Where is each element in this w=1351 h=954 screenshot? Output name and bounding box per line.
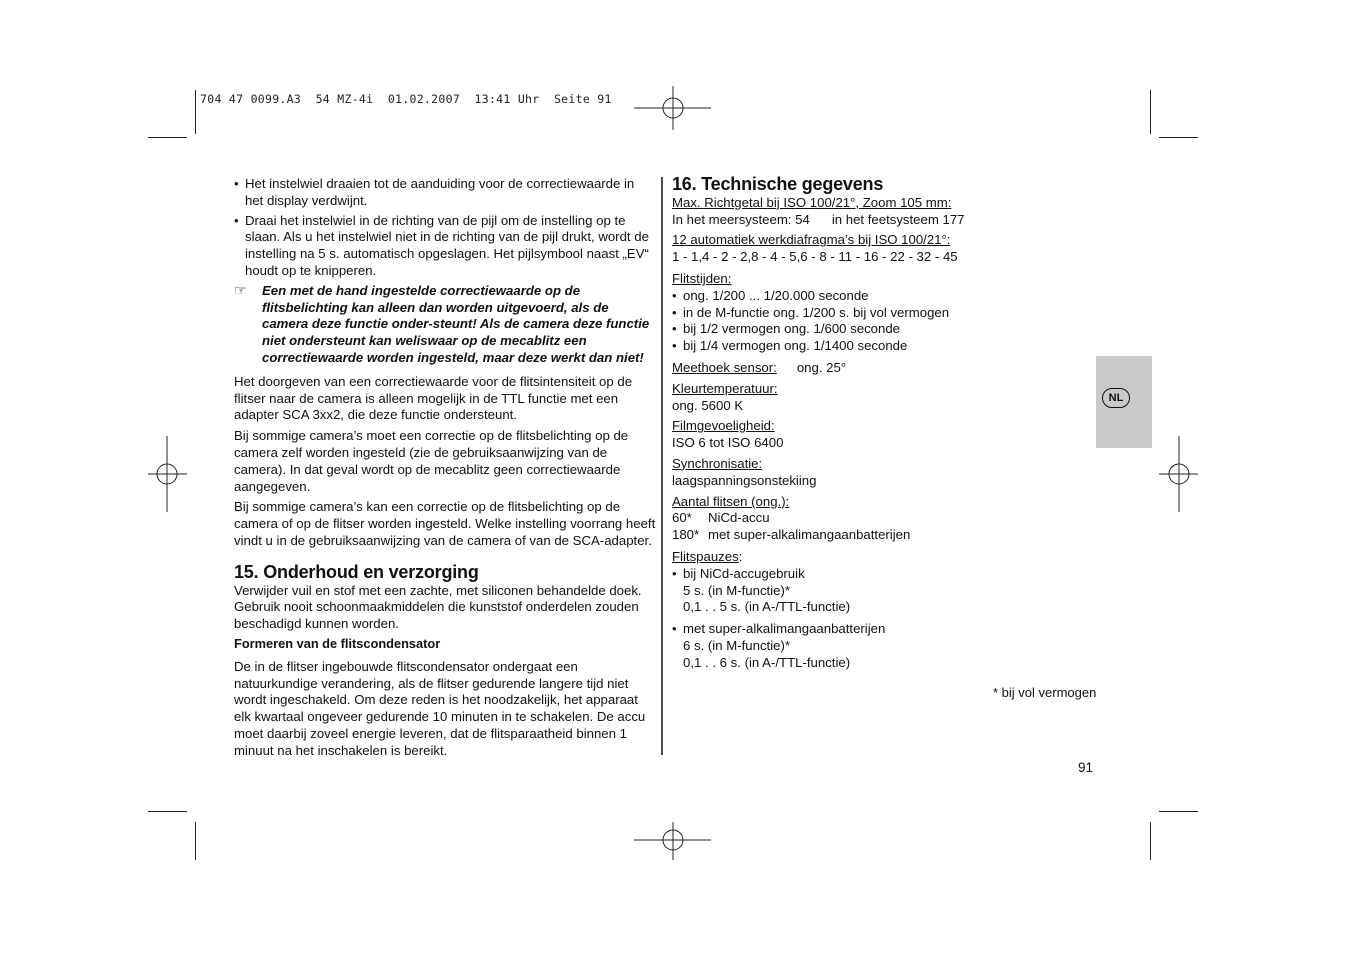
paragraph: Het doorgeven van een correctiewaarde voor de flitsintensiteit op de flitser naar de camera is alleen mogelijk in de TTL functie met een adapter SCA 3xx2, die deze functie ondersteunt. <box>234 373 633 423</box>
spec-label: Kleurtemperatuur: <box>672 380 778 396</box>
spec-row: Meethoek sensor: ong. 25° <box>672 359 847 375</box>
list-item: • in de M-functie ong. 1/200 s. bij vol vermogen <box>672 304 950 320</box>
language-badge: NL <box>1102 388 1130 408</box>
list-item: • bij 1/2 vermogen ong. 1/600 seconde <box>672 321 901 337</box>
spec-label: Flitstijden: <box>672 270 732 286</box>
spec-value: 6 s. (in M-functie)* <box>683 637 790 653</box>
spec-value: 1 - 1,4 - 2 - 2,8 - 4 - 5,6 - 8 - 11 - 16 - 22 - 32 - 45 <box>672 249 958 265</box>
spec-label: Synchronisatie: <box>672 455 763 471</box>
page-number: 91 <box>1078 760 1094 775</box>
list-item: • met super-alkalimangaanbatterijen <box>672 621 886 637</box>
spec-label: Aantal flitsen (ong.): <box>672 493 790 509</box>
spec-label: Max. Richtgetal bij ISO 100/21°, Zoom 105 mm: <box>672 194 952 210</box>
warning-note: ☞ Een met de hand ingestelde correctiewaarde op de flitsbelichting kan alleen dan worden uitgevoerd, als de camera deze functie onder-steunt! Als de camera deze functie niet ondersteunt kan weliswaar op de mecablitz een correctiewaarde worden ingesteld, maar deze werkt dan niet! <box>234 281 650 365</box>
list-item: • ong. 1/200 ... 1/20.000 seconde <box>672 287 869 303</box>
spec-label: Filmgevoeligheid: <box>672 418 775 434</box>
right-column <box>672 176 1092 672</box>
spec-value: 5 s. (in M-functie)* <box>683 582 790 598</box>
paragraph: Verwijder vuil en stof met een zachte, met siliconen behandelde doek. Gebruik nooit schoonmaakmiddelen die kunststof onderdelen zouden beschadigd kunnen worden. <box>234 582 642 632</box>
spec-label: Flitspauzes: <box>672 548 743 564</box>
section-heading: 16. Technische gegevens <box>672 174 884 194</box>
spec-label: 12 automatiek werkdiafragma’s bij ISO 100/21°: <box>672 232 951 248</box>
list-item: • Het instelwiel draaien tot de aanduiding voor de correctiewaarde in het display verdwijnt. <box>234 176 635 208</box>
list-item: • bij 1/4 vermogen ong. 1/1400 seconde <box>672 338 908 354</box>
spec-value: ISO 6 tot ISO 6400 <box>672 435 784 451</box>
spec-value: In het meersysteem: 54 in het feetsysteem 177 <box>672 211 965 227</box>
paragraph: De in de flitser ingebouwde flitscondensator ondergaat een natuurkundige verandering, als de flitser gedurende langere tijd niet wordt ingeschakeld. Om deze reden is het noodzakelijk, het apparaat elk kwartaal ongeveer gedurende 10 minuten in te schakelen. De accu moet daarbij zoveel energie leveren, dat de flitsparaatheid binnen 1 minuut na het inschakelen is bereikt. <box>234 658 646 758</box>
footnote: * bij vol vermogen <box>993 685 1097 700</box>
paragraph: Bij sommige camera’s kan een correctie op de flitsbelichting op de camera of op de flitser worden ingesteld. Welke instelling voorrang heeft vindt u in de gebruiksaanwijzing van de camera of van de SCA-adapter. <box>234 499 656 548</box>
spec-value: laagspanningsonstekiing <box>672 472 817 488</box>
spec-value: 180* met super-alkalimangaanbatterijen <box>672 527 911 543</box>
spec-value: 60* NiCd-accu <box>672 510 770 526</box>
spec-value: 0,1 . . 6 s. (in A-/TTL-functie) <box>683 654 851 670</box>
print-slug: 704 47 0099.A3 54 MZ-4i 01.02.2007 13:41 Uhr Seite 91 <box>200 92 612 106</box>
paragraph: Bij sommige camera’s moet een correctie op de flitsbelichting op de camera zelf worden ingesteld (zie de gebruiksaanwijzing van de camera). In dat geval wordt op de mecablitz geen correctiewaarde aangegeven. <box>234 428 629 494</box>
left-column <box>234 176 656 760</box>
list-item: • Draai het instelwiel in de richting van de pijl om de instelling op te slaan. Als u het instelwiel niet in de richting van de pijl drukt, wordt de instelling na 5 s. automatisch opgeslagen. Het pijlsymbool naast „EV“ houdt op te knipperen. <box>234 212 649 278</box>
section-heading: 15. Onderhoud en verzorging <box>234 561 479 582</box>
spec-value: 0,1 . . 5 s. (in A-/TTL-functie) <box>683 599 851 615</box>
pointing-hand-icon: ☞ <box>234 281 247 298</box>
spec-value: ong. 5600 K <box>672 397 744 413</box>
list-item: • bij NiCd-accugebruik <box>672 565 805 581</box>
subheading: Formeren van de flitscondensator <box>234 635 441 651</box>
